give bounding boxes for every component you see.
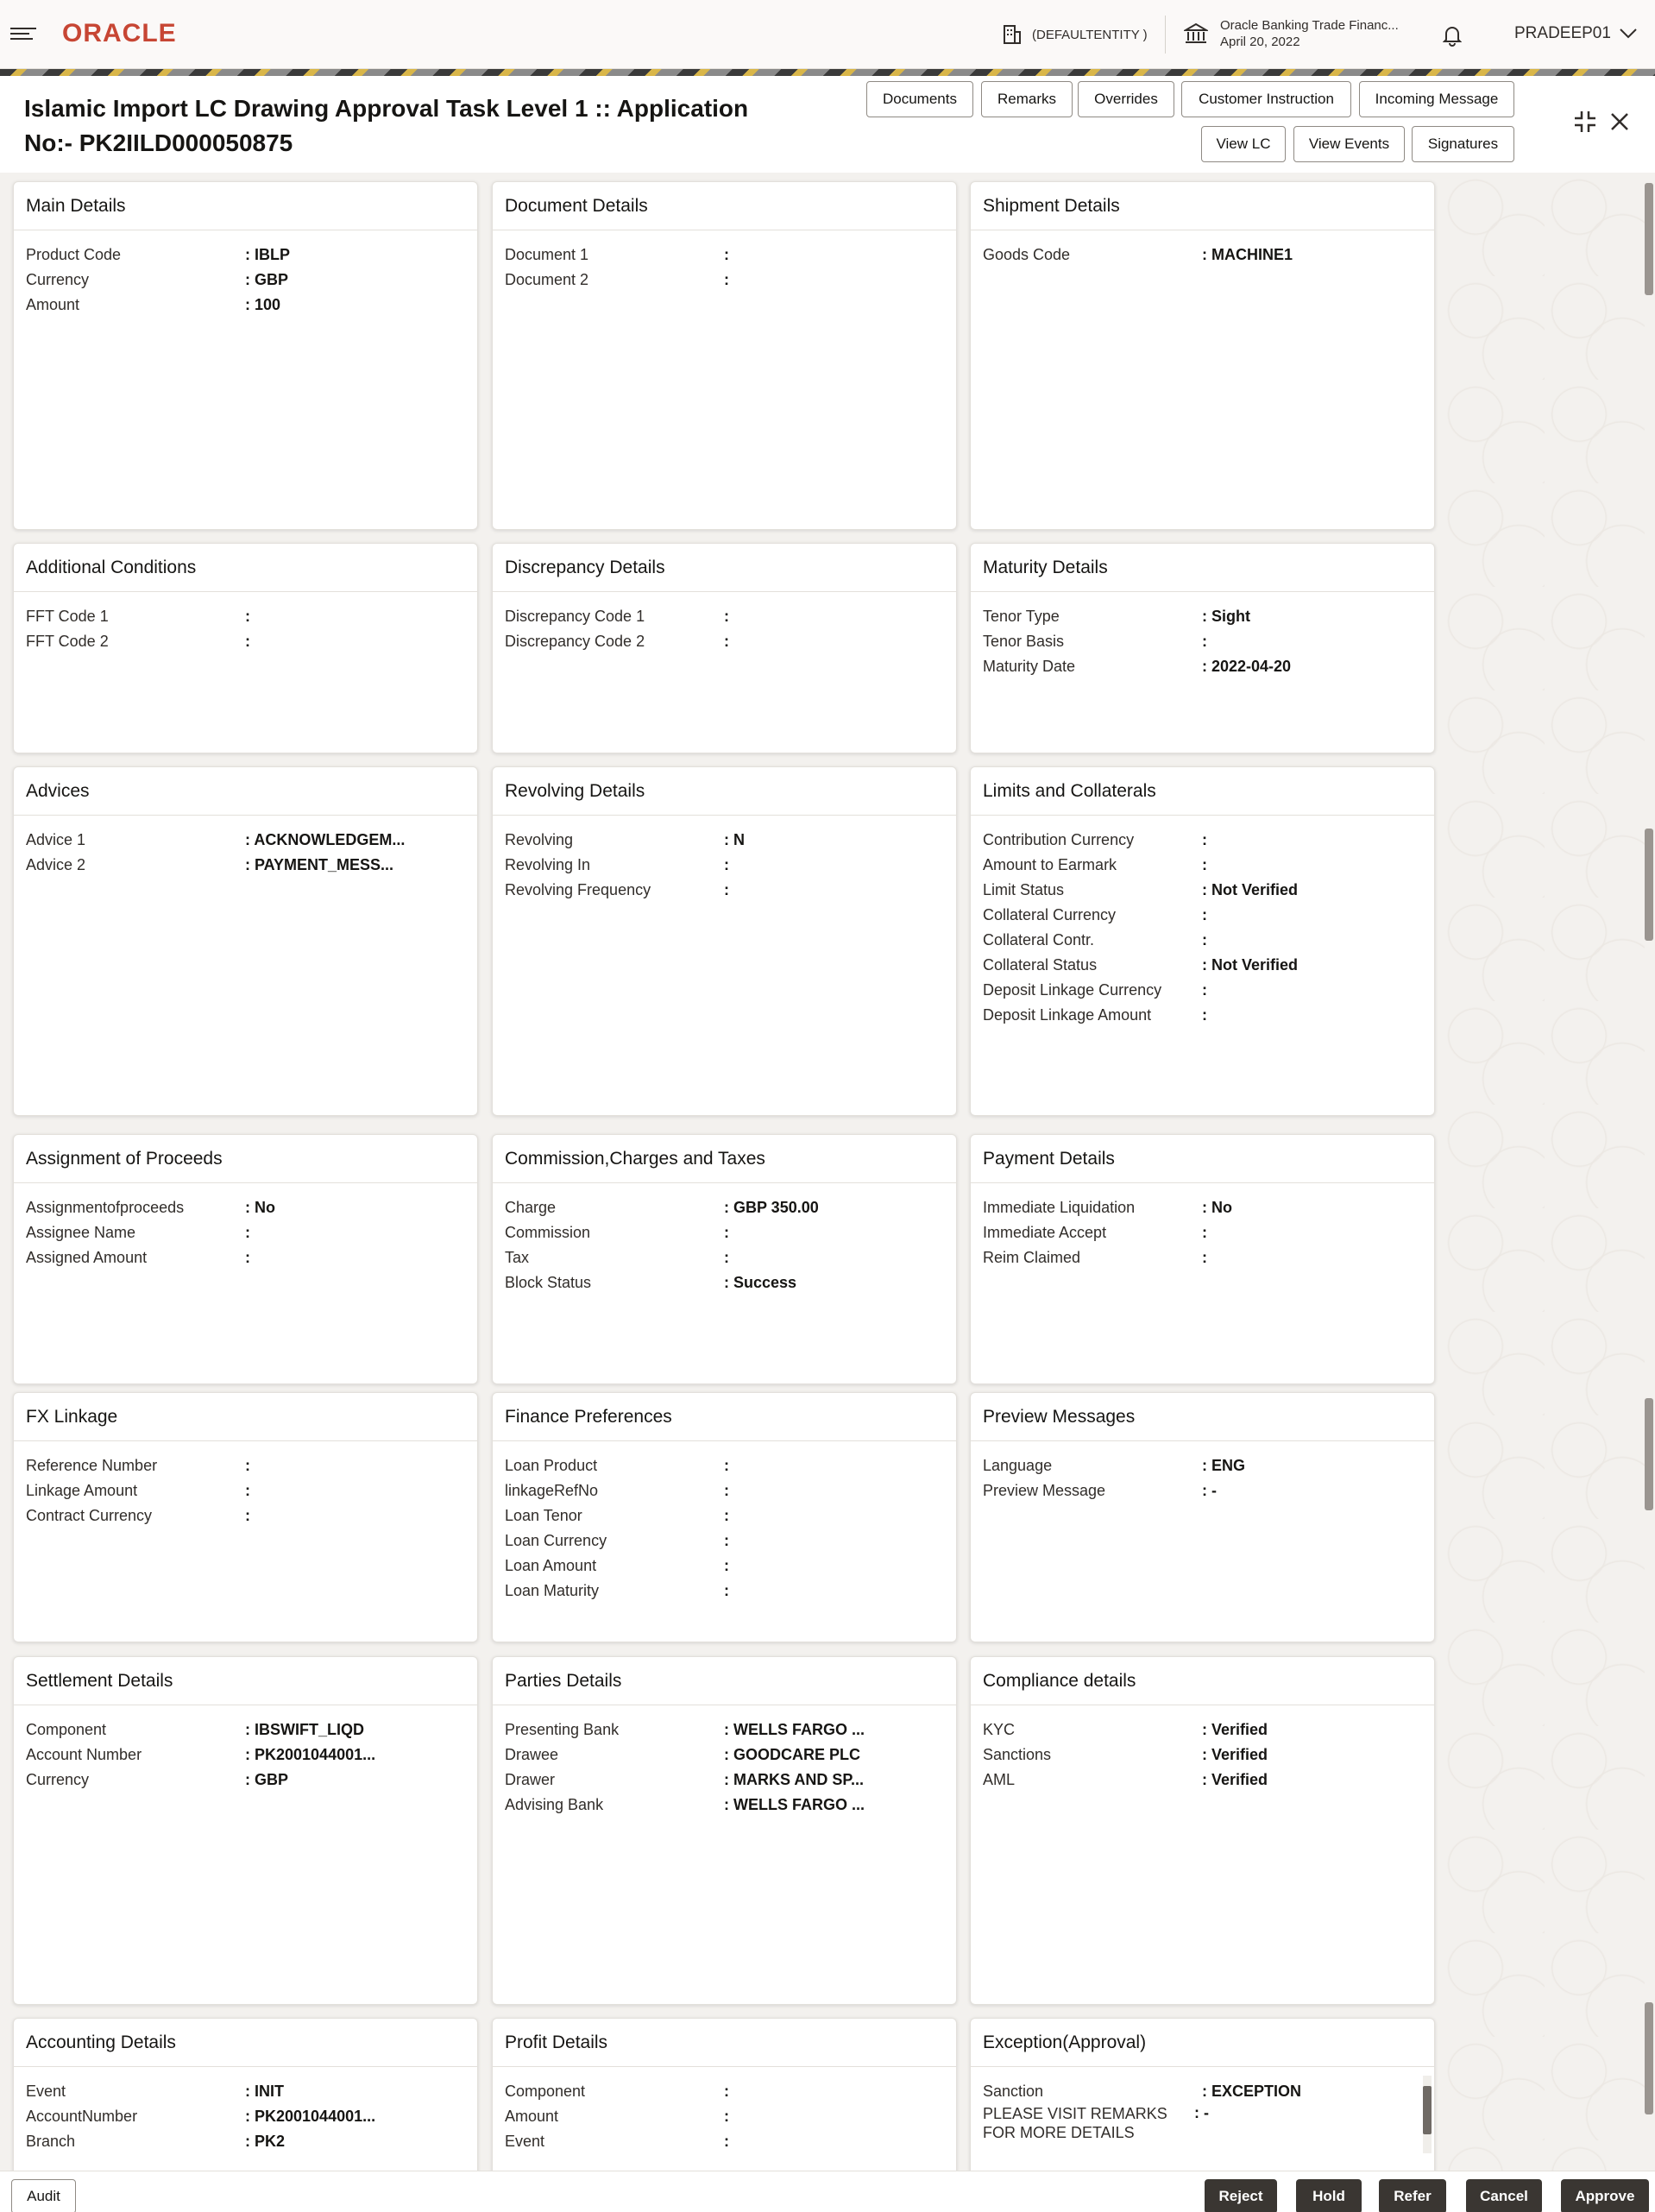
field-value: : GBP (245, 1771, 289, 1788)
field-label: Branch (26, 2133, 76, 2150)
reject-button[interactable]: Reject (1205, 2179, 1277, 2212)
card-settlement-details (13, 1656, 478, 2005)
field-label: Assignee Name (26, 1224, 136, 1241)
field-value: : (724, 856, 729, 873)
signatures-button[interactable]: Signatures (1412, 126, 1514, 162)
card-title: Preview Messages (971, 1393, 1434, 1441)
field-label: Component (505, 2083, 586, 2100)
field-row (26, 1195, 477, 1220)
card-preview-messages (970, 1392, 1435, 1642)
close-icon[interactable] (1610, 112, 1629, 131)
card-title: Payment Details (971, 1135, 1434, 1183)
field-label: Collateral Currency (983, 906, 1117, 923)
field-row (983, 1220, 1434, 1245)
chevron-down-icon (1620, 28, 1637, 39)
field-value: : Success (724, 1274, 797, 1291)
field-label: Loan Currency (505, 1532, 607, 1549)
field-value: : (724, 1557, 729, 1574)
field-row (26, 1743, 477, 1768)
card-title: Parties Details (493, 1657, 956, 1705)
bank-icon (1184, 22, 1208, 45)
field-row (26, 1245, 477, 1270)
field-label: Loan Tenor (505, 1507, 582, 1524)
field-row (983, 953, 1434, 978)
field-row (983, 1003, 1434, 1028)
field-value: : (245, 1482, 250, 1499)
field-row (505, 1503, 956, 1528)
field-row (505, 1195, 956, 1220)
field-value: : (1202, 856, 1207, 873)
card-parties-details (492, 1656, 957, 2005)
field-label: Loan Product (505, 1457, 598, 1474)
field-label: Collateral Status (983, 956, 1098, 974)
card-title: Exception(Approval) (971, 2019, 1434, 2067)
field-label: Revolving (505, 831, 574, 848)
field-row (26, 629, 477, 654)
card-title: Settlement Details (14, 1657, 477, 1705)
decorative-banner (0, 69, 1655, 76)
field-label: Advising Bank (505, 1796, 604, 1813)
field-value: : (724, 271, 729, 288)
field-value: : (245, 1249, 250, 1266)
view-events-button[interactable]: View Events (1293, 126, 1405, 162)
card-title: Limits and Collaterals (971, 767, 1434, 816)
card-title: FX Linkage (14, 1393, 477, 1441)
field-label: Linkage Amount (26, 1482, 138, 1499)
field-label: Immediate Accept (983, 1224, 1107, 1241)
view-lc-button[interactable]: View LC (1201, 126, 1286, 162)
field-value: : (1202, 633, 1207, 650)
field-label: Advice 1 (26, 831, 86, 848)
field-value: : GBP 350.00 (724, 1199, 819, 1216)
card-commission-charges (492, 1134, 957, 1384)
field-row (983, 2104, 1434, 2144)
card-additional-conditions (13, 543, 478, 753)
field-row (505, 1743, 956, 1768)
entity-label: (DEFAULTENTITY ) (1032, 27, 1148, 42)
field-row (26, 604, 477, 629)
field-label: Assignmentofproceeds (26, 1199, 185, 1216)
field-value: : PK2001044001... (245, 2108, 376, 2125)
field-value: : PK2 (245, 2133, 286, 2150)
field-value: : Sight (1202, 608, 1250, 625)
field-label: Preview Message (983, 1482, 1106, 1499)
field-value: : (724, 1532, 729, 1549)
field-label: Deposit Linkage Amount (983, 1006, 1152, 1024)
scrollbar-thumb[interactable] (1645, 1398, 1653, 1510)
field-label: Presenting Bank (505, 1721, 620, 1738)
scrollbar-thumb[interactable] (1645, 183, 1653, 295)
card-title: Commission,Charges and Taxes (493, 1135, 956, 1183)
card-title: Compliance details (971, 1657, 1434, 1705)
card-title: Document Details (493, 182, 956, 230)
field-label: Drawer (505, 1771, 556, 1788)
field-label: Loan Maturity (505, 1582, 600, 1599)
field-row (505, 629, 956, 654)
field-value: : (1202, 981, 1207, 999)
card-discrepancy-details (492, 543, 957, 753)
field-label: Document 2 (505, 271, 589, 288)
card-title: Revolving Details (493, 767, 956, 816)
field-label: PLEASE VISIT REMARKS FOR MORE DETAILS (983, 2105, 1167, 2141)
field-label: Component (26, 1721, 107, 1738)
scrollbar-thumb[interactable] (1645, 829, 1653, 941)
minimize-window-icon[interactable] (1572, 109, 1598, 135)
field-value: : Verified (1202, 1746, 1268, 1763)
field-value: : (724, 2133, 729, 2150)
field-value: : (724, 2108, 729, 2125)
card-title: Accounting Details (14, 2019, 477, 2067)
card-finance-preferences (492, 1392, 957, 1642)
field-label: Assigned Amount (26, 1249, 148, 1266)
card-title: Maturity Details (971, 544, 1434, 592)
card-title: Finance Preferences (493, 1393, 956, 1441)
field-value: : IBLP (245, 246, 290, 263)
field-value: : (724, 633, 729, 650)
field-label: Revolving Frequency (505, 881, 651, 898)
field-row (505, 1768, 956, 1793)
field-value: : ENG (1202, 1457, 1246, 1474)
field-value: : (724, 1457, 729, 1474)
approve-button[interactable]: Approve (1561, 2179, 1649, 2212)
field-label: Loan Amount (505, 1557, 597, 1574)
dialog-content (0, 173, 1655, 2171)
field-label: Currency (26, 1771, 90, 1788)
incoming-message-button[interactable]: Incoming Message (1359, 81, 1514, 117)
card-title: Additional Conditions (14, 544, 477, 592)
field-row (983, 878, 1434, 903)
approval-dialog (0, 76, 1655, 2212)
field-label: Reim Claimed (983, 1249, 1081, 1266)
field-row (26, 268, 477, 293)
field-row (505, 878, 956, 903)
field-label: AccountNumber (26, 2108, 138, 2125)
action-footer (0, 2171, 1655, 2212)
field-label: Amount (26, 296, 80, 313)
field-label: Sanctions (983, 1746, 1052, 1763)
field-value: : (724, 1507, 729, 1524)
audit-button[interactable]: Audit (11, 2179, 76, 2212)
user-name: PRADEEP01 (1514, 24, 1611, 42)
dialog-title: Islamic Import LC Drawing Approval Task Level 1 :: Application No:- PK2IILD000050875 (24, 95, 749, 156)
card-assignment-proceeds (13, 1134, 478, 1384)
field-value: : (245, 1507, 250, 1524)
field-value: : - (1202, 1482, 1217, 1499)
field-row (983, 1768, 1434, 1793)
branch-selector[interactable] (1184, 17, 1399, 50)
field-label: Discrepancy Code 2 (505, 633, 645, 650)
field-value: : No (245, 1199, 275, 1216)
field-row (505, 1793, 956, 1818)
field-value: : MARKS AND SP... (724, 1771, 865, 1788)
field-value: : 100 (245, 296, 281, 313)
field-value: : (1202, 906, 1207, 923)
field-value: : No (1202, 1199, 1232, 1216)
field-label: Goods Code (983, 246, 1071, 263)
field-label: Limit Status (983, 881, 1065, 898)
field-row (505, 1553, 956, 1579)
field-label: Account Number (26, 1746, 142, 1763)
field-value: : ACKNOWLEDGEM... (245, 831, 406, 848)
field-value: : (724, 1224, 729, 1241)
header-divider (1165, 16, 1166, 54)
field-row (505, 243, 956, 268)
field-value: : IBSWIFT_LIQD (245, 1721, 364, 1738)
card-accounting-details (13, 2018, 478, 2171)
field-row (26, 2079, 477, 2104)
field-row (26, 1503, 477, 1528)
field-value: : (724, 246, 729, 263)
notification-bell-icon[interactable] (1443, 24, 1462, 51)
field-value: : (724, 2083, 729, 2100)
field-value: : (1202, 1224, 1207, 1241)
card-fx-linkage (13, 1392, 478, 1642)
field-row (983, 1453, 1434, 1478)
field-row (505, 1245, 956, 1270)
field-label: Reference Number (26, 1457, 158, 1474)
refer-button[interactable]: Refer (1379, 2179, 1446, 2212)
cancel-button[interactable]: Cancel (1466, 2179, 1542, 2212)
card-title: Main Details (14, 182, 477, 230)
field-row (505, 268, 956, 293)
scrollbar-thumb[interactable] (1645, 2002, 1653, 2114)
field-value: : GBP (245, 271, 289, 288)
field-value: : (1202, 931, 1207, 948)
field-label: AML (983, 1771, 1016, 1788)
scrollbar-track[interactable] (1645, 173, 1655, 2171)
field-row (983, 2079, 1434, 2104)
field-row (505, 1478, 956, 1503)
field-label: Collateral Contr. (983, 931, 1095, 948)
field-row (505, 1579, 956, 1604)
field-row (983, 604, 1434, 629)
field-value: : - (1194, 2104, 1209, 2121)
field-value: : (245, 1457, 250, 1474)
card-exception-approval (970, 2018, 1435, 2171)
card-limits-collaterals (970, 766, 1435, 1116)
field-label: Amount (505, 2108, 559, 2125)
field-row (505, 2104, 956, 2129)
field-value: : (245, 633, 250, 650)
field-label: Deposit Linkage Currency (983, 981, 1162, 999)
field-value: : Verified (1202, 1721, 1268, 1738)
field-label: Language (983, 1457, 1053, 1474)
field-row (505, 1270, 956, 1295)
field-label: Charge (505, 1199, 557, 1216)
field-value: : (724, 1582, 729, 1599)
field-row (505, 2079, 956, 2104)
field-row (26, 1768, 477, 1793)
field-value: : (724, 881, 729, 898)
card-maturity-details (970, 543, 1435, 753)
field-label: FFT Code 1 (26, 608, 109, 625)
field-row (26, 2129, 477, 2154)
field-row (505, 1717, 956, 1743)
overrides-button[interactable]: Overrides (1078, 81, 1174, 117)
bank-name: Oracle Banking Trade Financ... (1220, 18, 1399, 33)
field-row (983, 853, 1434, 878)
field-row (983, 629, 1434, 654)
card-payment-details (970, 1134, 1435, 1384)
field-value: : (245, 1224, 250, 1241)
field-row (26, 1717, 477, 1743)
field-value: : (1202, 1006, 1207, 1024)
documents-button[interactable]: Documents (866, 81, 973, 117)
building-icon (1003, 24, 1022, 45)
field-row (26, 2104, 477, 2129)
field-label: FFT Code 2 (26, 633, 109, 650)
field-label: Tenor Type (983, 608, 1060, 625)
field-label: Sanction (983, 2083, 1044, 2100)
field-value: : Not Verified (1202, 881, 1299, 898)
app-header (0, 0, 1655, 69)
field-value: : Not Verified (1202, 956, 1299, 974)
field-row (26, 828, 477, 853)
card-revolving-details (492, 766, 957, 1116)
field-row (983, 1743, 1434, 1768)
field-value: : INIT (245, 2083, 284, 2100)
field-row (983, 928, 1434, 953)
field-value: : WELLS FARGO ... (724, 1796, 865, 1813)
field-label: Currency (26, 271, 90, 288)
field-label: Document 1 (505, 246, 589, 263)
background-pattern (1441, 173, 1648, 2171)
field-label: Commission (505, 1224, 591, 1241)
field-row (26, 243, 477, 268)
field-label: Drawee (505, 1746, 559, 1763)
field-label: Amount to Earmark (983, 856, 1117, 873)
field-value: : Verified (1202, 1771, 1268, 1788)
field-value: : (724, 608, 729, 625)
field-row (983, 903, 1434, 928)
field-label: Product Code (26, 246, 122, 263)
user-menu[interactable] (1514, 24, 1637, 43)
field-value: : N (724, 831, 745, 848)
field-label: Contribution Currency (983, 831, 1135, 848)
field-row (983, 978, 1434, 1003)
card-shipment-details (970, 181, 1435, 530)
hamburger-menu-icon[interactable] (10, 24, 36, 45)
field-row (983, 654, 1434, 679)
field-row (505, 1220, 956, 1245)
field-value: : 2022-04-20 (1202, 658, 1292, 675)
card-main-details (13, 181, 478, 530)
card-document-details (492, 181, 957, 530)
field-label: Event (505, 2133, 545, 2150)
field-label: Maturity Date (983, 658, 1076, 675)
field-row (26, 853, 477, 878)
field-label: Block Status (505, 1274, 592, 1291)
business-date: April 20, 2022 (1220, 35, 1300, 49)
field-label: Tax (505, 1249, 530, 1266)
card-title: Assignment of Proceeds (14, 1135, 477, 1183)
field-row (983, 243, 1434, 268)
field-row (505, 604, 956, 629)
field-value: : (245, 608, 250, 625)
field-row (983, 828, 1434, 853)
entity-selector[interactable] (1003, 24, 1148, 45)
field-row (26, 1220, 477, 1245)
field-row (505, 828, 956, 853)
field-value: : (1202, 1249, 1207, 1266)
field-value: : MACHINE1 (1202, 246, 1293, 263)
card-scrollbar[interactable] (1423, 2076, 1432, 2153)
field-row (26, 1478, 477, 1503)
customer-instruction-button[interactable]: Customer Instruction (1181, 81, 1351, 117)
field-row (505, 1453, 956, 1478)
field-value: : EXCEPTION (1202, 2083, 1302, 2100)
card-advices (13, 766, 478, 1116)
card-scrollbar-thumb[interactable] (1423, 2086, 1432, 2134)
field-row (983, 1195, 1434, 1220)
oracle-logo: ORACLE (62, 19, 177, 47)
field-value: : GOODCARE PLC (724, 1746, 861, 1763)
card-title: Discrepancy Details (493, 544, 956, 592)
field-row (505, 2129, 956, 2154)
field-value: : PAYMENT_MESS... (245, 856, 394, 873)
field-label: Tenor Basis (983, 633, 1065, 650)
card-compliance-details (970, 1656, 1435, 2005)
hold-button[interactable]: Hold (1296, 2179, 1362, 2212)
card-title: Advices (14, 767, 477, 816)
card-profit-details (492, 2018, 957, 2171)
card-title: Profit Details (493, 2019, 956, 2067)
field-label: Discrepancy Code 1 (505, 608, 645, 625)
field-row (26, 1453, 477, 1478)
field-value: : (724, 1482, 729, 1499)
field-row (505, 1528, 956, 1553)
remarks-button[interactable]: Remarks (981, 81, 1073, 117)
field-value: : WELLS FARGO ... (724, 1721, 865, 1738)
field-label: Revolving In (505, 856, 591, 873)
field-value: : (1202, 831, 1207, 848)
field-label: Event (26, 2083, 66, 2100)
field-row (983, 1478, 1434, 1503)
field-row (26, 293, 477, 318)
field-label: KYC (983, 1721, 1016, 1738)
field-value: : PK2001044001... (245, 1746, 376, 1763)
field-value: : (724, 1249, 729, 1266)
card-title: Shipment Details (971, 182, 1434, 230)
field-label: Immediate Liquidation (983, 1199, 1136, 1216)
field-row (983, 1717, 1434, 1743)
field-label: linkageRefNo (505, 1482, 599, 1499)
field-label: Advice 2 (26, 856, 86, 873)
field-row (983, 1245, 1434, 1270)
field-label: Contract Currency (26, 1507, 153, 1524)
field-row (505, 853, 956, 878)
